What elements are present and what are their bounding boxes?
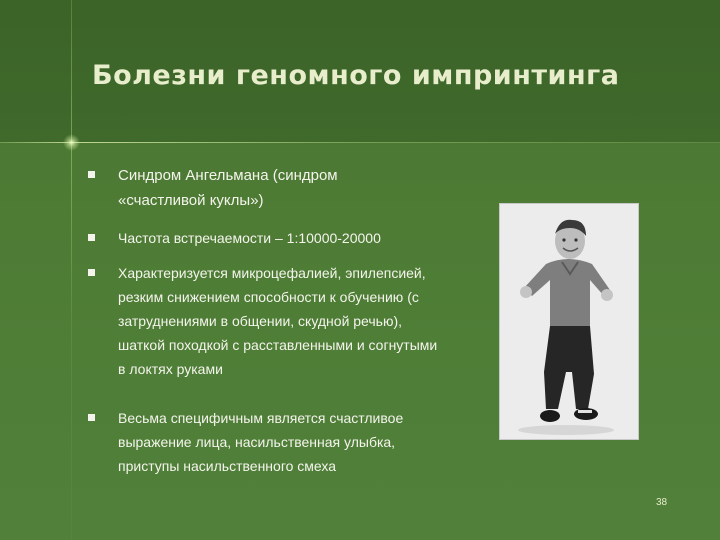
sparkle-decoration [63, 134, 80, 151]
bullet-marker-icon [88, 269, 95, 276]
bullet-text: Характеризуется микроцефалией, эпилепсией, резким снижением способности к обучению (с затруднениями в общении, скудной речью), шаткой походкой с расставленными и согнутыми в локтях руками [118, 265, 438, 377]
bullet-item [88, 226, 458, 250]
bullet-marker-icon [88, 171, 95, 178]
bullet-text: Синдром Ангельмана (синдром «счастливой куклы») [118, 167, 338, 209]
slide-title: Болезни геномного импринтинга [92, 60, 620, 91]
bullet-item [88, 406, 448, 478]
decorative-horizontal-line [0, 142, 720, 143]
decorative-vertical-line [71, 0, 72, 540]
bullet-item [88, 163, 418, 213]
child-photo [499, 203, 639, 440]
child-figure-image [500, 204, 638, 439]
bullet-marker-icon [88, 414, 95, 421]
bullet-text: Весьма специфичным является счастливое выражение лица, насильственная улыбка, приступы насильственного смеха [118, 410, 404, 474]
page-number: 38 [656, 497, 668, 508]
bullet-marker-icon [88, 234, 95, 241]
bullet-item [88, 261, 443, 381]
bullet-text: Частота встречаемости – 1:10000-20000 [118, 230, 381, 246]
